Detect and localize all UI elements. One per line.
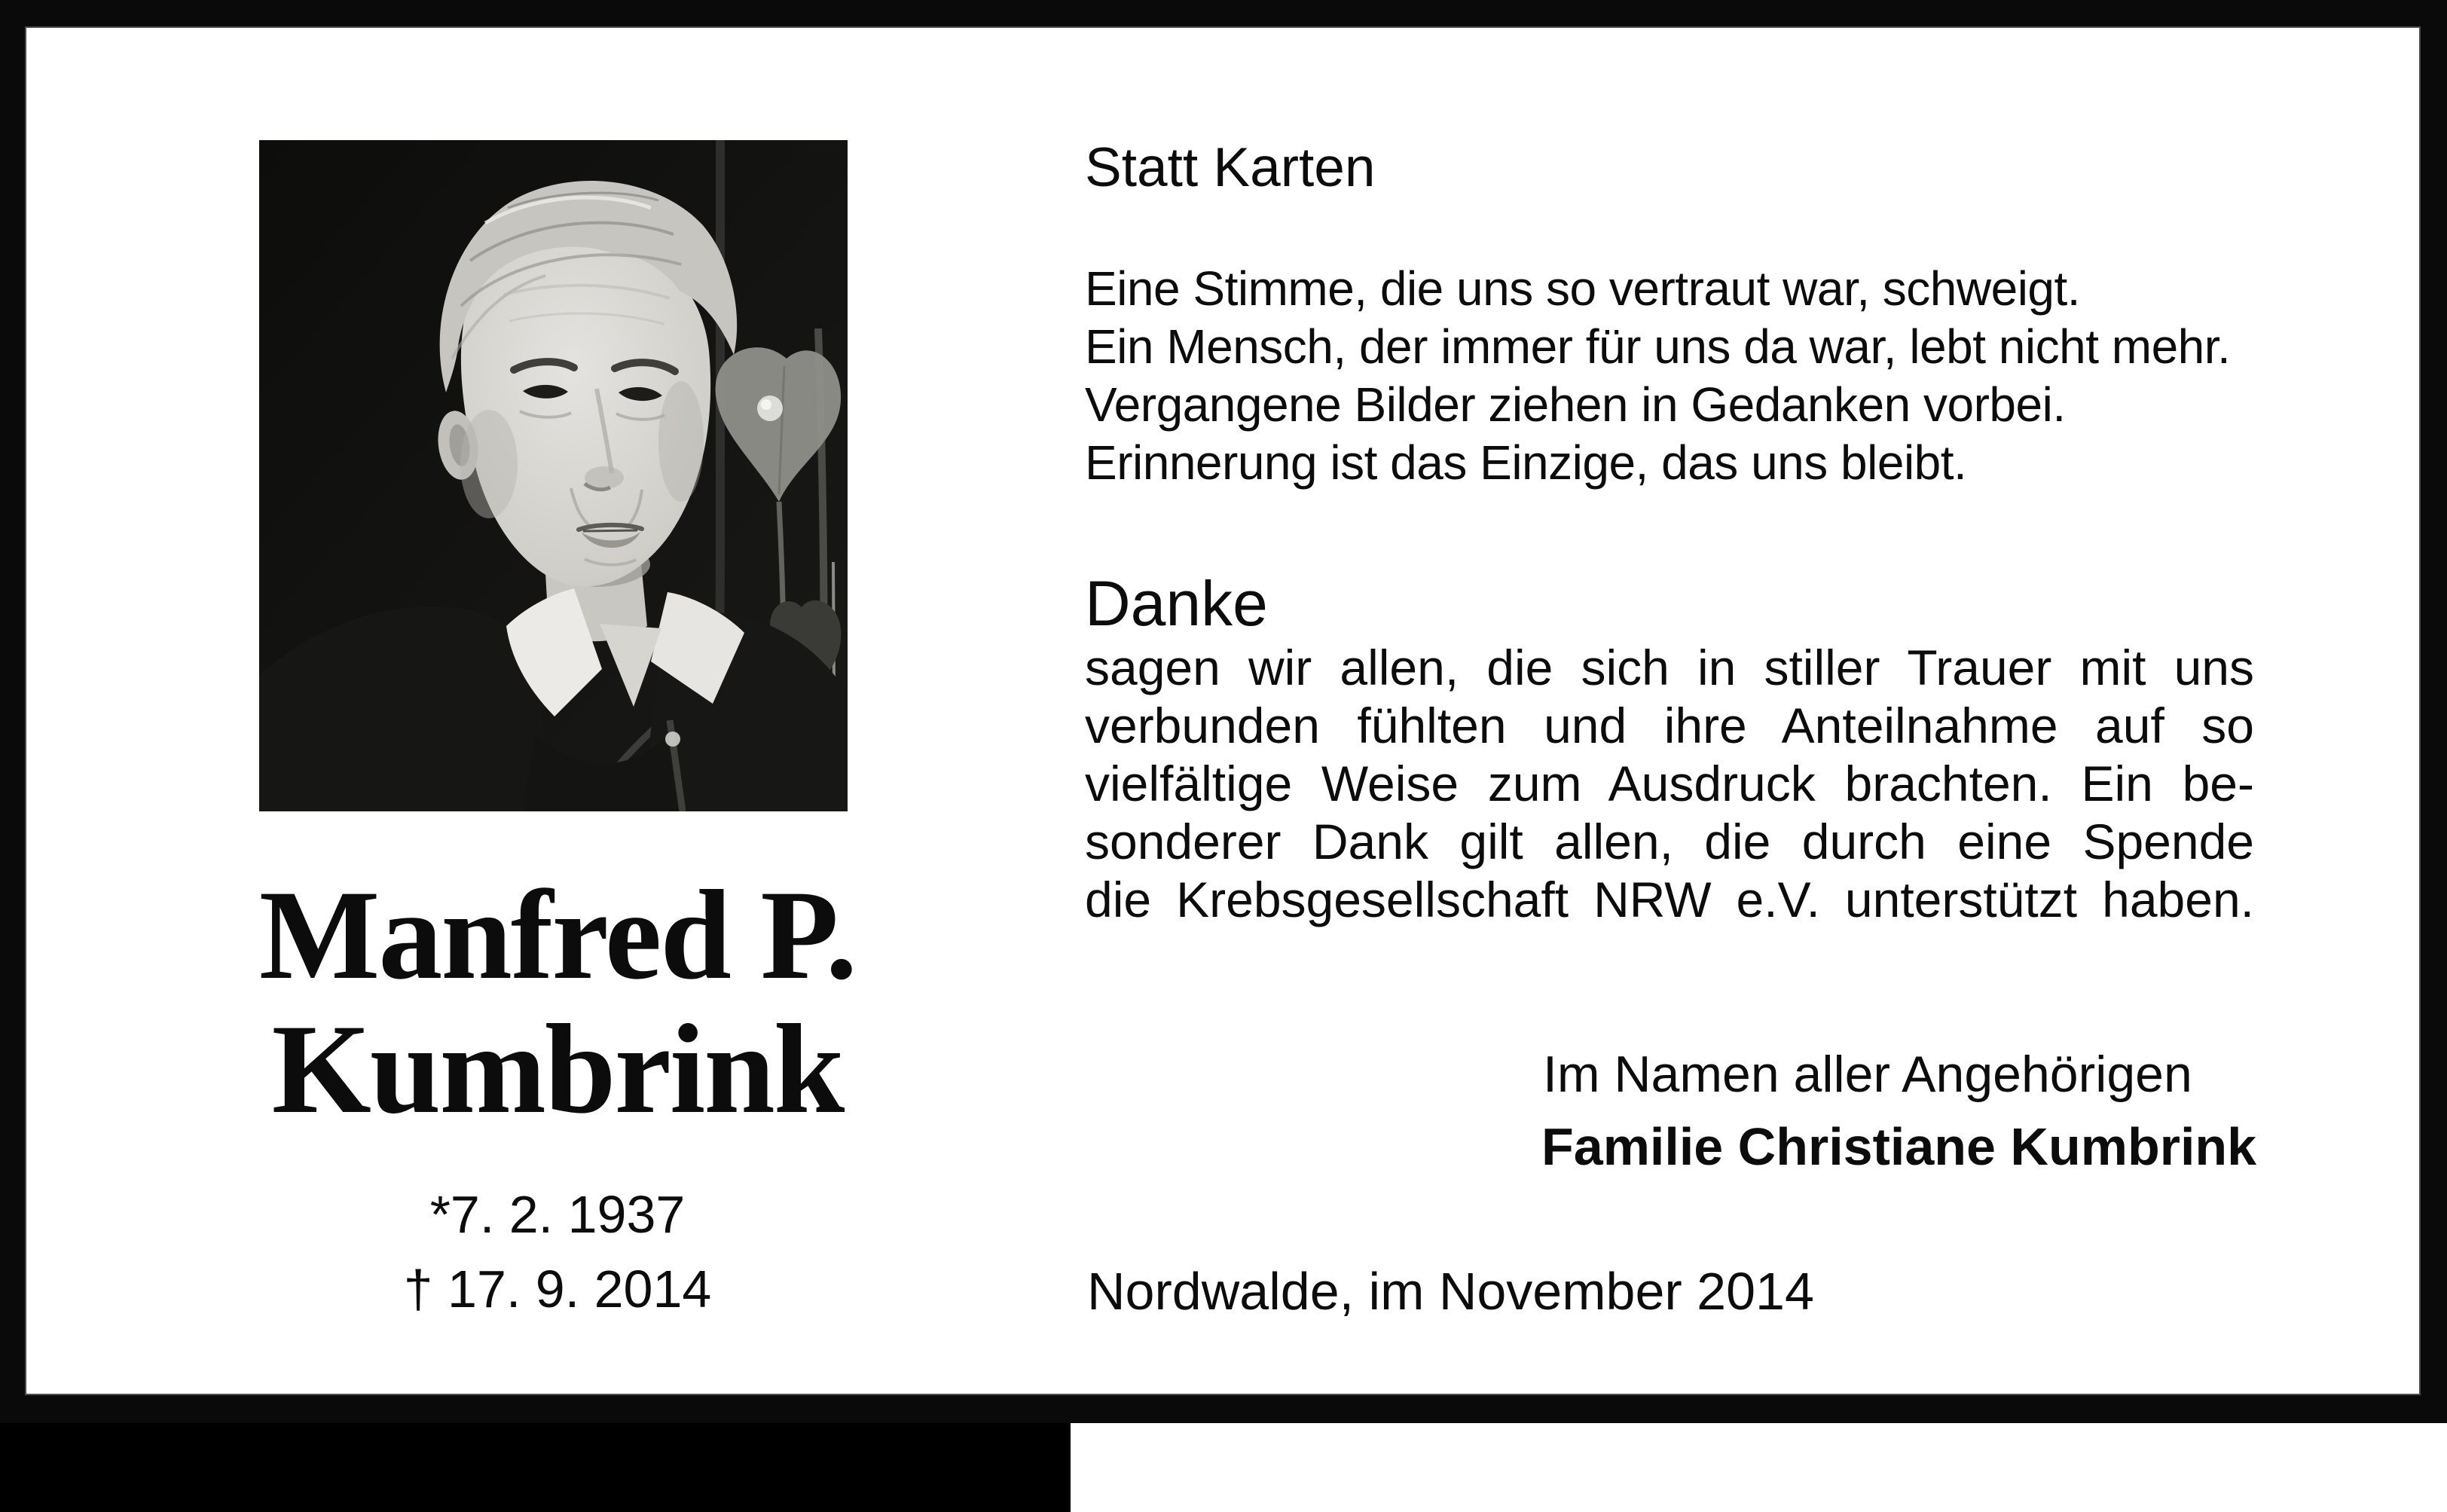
- signature-on-behalf: Im Namen aller Angehörigen: [1543, 1046, 2192, 1103]
- deceased-name-line1: Manfred P.: [258, 864, 857, 1006]
- statt-karten-note: Statt Karten: [1085, 137, 1376, 198]
- bottom-strip: [0, 1423, 2447, 1512]
- birth-date: *7. 2. 1937: [429, 1185, 686, 1244]
- place-and-date: Nordwalde, im November 2014: [1087, 1262, 1814, 1321]
- portrait-photo: [259, 140, 848, 811]
- thanks-heading: Danke: [1085, 568, 1268, 639]
- thanks-line: vielfältige Weise zum Ausdruck brachten. Ein be-: [1085, 756, 2254, 811]
- poem-line: Eine Stimme, die uns so vertraut war, schweigt.: [1085, 261, 2081, 316]
- memorial-poem: [1085, 260, 2230, 492]
- signature-family: Familie Christiane Kumbrink: [1541, 1117, 2257, 1176]
- poem-line: Erinnerung ist das Einzige, das uns bleibt.: [1085, 435, 1967, 490]
- thanks-paragraph: [1085, 639, 2254, 929]
- thanks-line: verbunden fühlten und ihre Anteilnahme auf so: [1085, 698, 2254, 753]
- thanks-line: sagen wir allen, die sich in stiller Trauer mit uns: [1085, 640, 2254, 695]
- deceased-name-line2: Kumbrink: [271, 998, 844, 1140]
- thanks-line: sonderer Dank gilt allen, die durch eine Spende: [1085, 814, 2254, 869]
- memorial-card: [25, 26, 2421, 1395]
- poem-line: Ein Mensch, der immer für uns da war, lebt nicht mehr.: [1085, 319, 2231, 374]
- notice-text-column: [1085, 28, 2257, 1394]
- thanks-line: die Krebsgesellschaft NRW e.V. unterstützt haben.: [1085, 872, 2254, 927]
- deceased-name: [249, 864, 866, 1140]
- bottom-black-bar: [0, 1423, 1071, 1512]
- death-date: † 17. 9. 2014: [403, 1260, 712, 1318]
- poem-line: Vergangene Bilder ziehen in Gedanken vorbei.: [1085, 377, 2066, 432]
